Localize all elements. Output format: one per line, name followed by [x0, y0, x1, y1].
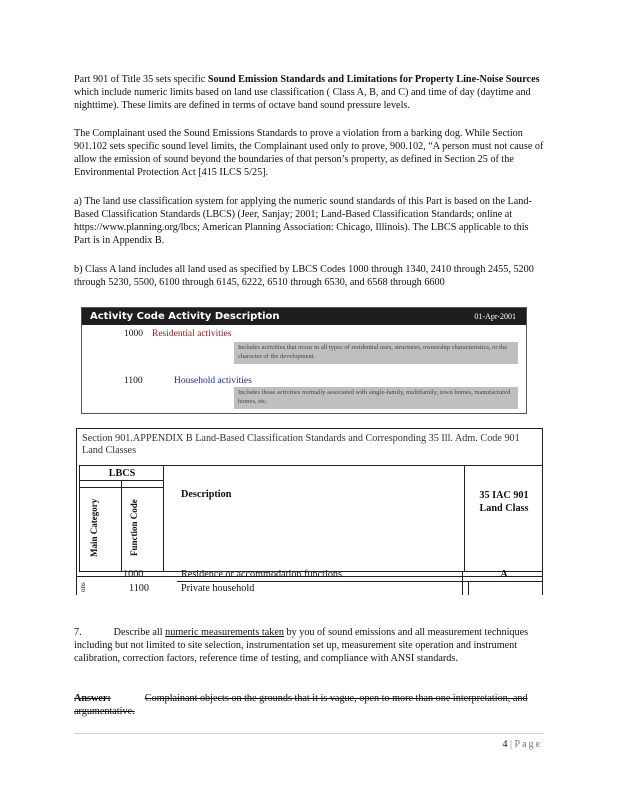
- intro-paragraph: [74, 73, 544, 112]
- activity-header-date: 01-Apr-2001: [474, 312, 516, 321]
- activity-code-1100: 1100: [124, 376, 143, 386]
- question-text-1: Describe all: [113, 627, 166, 638]
- clipped-category-text: ons: [79, 582, 87, 592]
- answer-label: Answer:: [74, 693, 111, 704]
- appendix-b-table-image: [76, 428, 543, 595]
- table-rule: [121, 480, 122, 572]
- main-category-header: Main Category: [89, 498, 99, 558]
- page-footer: [503, 738, 542, 751]
- row-class-1000: A: [500, 569, 508, 580]
- activity-code-1000: 1000: [124, 329, 143, 339]
- table-rule: [464, 465, 465, 571]
- table-rule: [79, 465, 542, 466]
- question-7-paragraph: [74, 626, 544, 665]
- activity-table-header: [82, 308, 526, 325]
- complainant-paragraph: The Complainant used the Sound Emissions Standards to prove a violation from a barking dog. While Section 901.102 sets specific sound level limits, the Complainant used only to prove, 900.102, “A person must not cause of allow the emission of sound beyond the boundaries of that person’s property, as defined in Section 25 of the Environmental Protection Act [415 ILCS 5/25].: [74, 128, 544, 178]
- activity-note-household: Includes those activities normally associated with single-family, multifamily, town homes, manufactured homes, etc.: [234, 387, 518, 409]
- table-rule: [468, 581, 542, 582]
- intro-text-2: which include numeric limits based on land use classification ( Class A, B, and C) and time of day (daytime and nighttime). These limits are defined in terms of octave band sound pressure levels.: [74, 87, 531, 111]
- table-rule: [177, 581, 468, 582]
- row-description-1000: Residence or accommodation functions: [181, 569, 342, 580]
- table-rule: [462, 571, 463, 595]
- lbcs-activity-table-image: [81, 307, 527, 414]
- lbcs-header: LBCS: [108, 468, 136, 479]
- page-separator: |: [507, 739, 515, 750]
- intro-text-1: Part 901 of Title 35 sets specific: [74, 74, 208, 85]
- question-underlined: numeric measurements taken: [165, 627, 284, 638]
- class-a-paragraph: b) Class A land includes all land used as specified by LBCS Codes 1000 through 1340, 2410 through 2455, 5200 through 5230, 5500, 6100 through 6145, 6222, 6510 through 6530, and 6568 through 6600: [74, 264, 534, 288]
- function-code-header: Function Code: [129, 499, 139, 557]
- activity-label-residential: Residential activities: [152, 329, 232, 339]
- page-number: 4: [502, 739, 508, 750]
- appendix-b-title: Section 901.APPENDIX B Land-Based Classification Standards and Corresponding 35 Ill. Adm. Code 901 Land Classes: [82, 433, 520, 456]
- answer-paragraph: [74, 692, 544, 718]
- page-word: Page: [514, 739, 542, 750]
- footer-rule: [74, 733, 544, 734]
- description-header: Description: [181, 489, 232, 500]
- row-code-1000: 1000: [123, 569, 144, 580]
- land-class-header: 35 IAC 901 Land Class: [479, 490, 529, 514]
- classification-paragraph: a) The land use classification system for applying the numeric sound standards of this Part is based on the Land-Based Classification Standards (LBCS) (Jeer, Sanjay; 2001; Land-Based Classification Standards; online at https://www.planning.org/lbcs; American Planning Association: Chicago, Illinois). The LBCS applicable to this Part is in Appendix B.: [74, 196, 532, 246]
- intro-bold-title: Sound Emission Standards and Limitations for Property Line-Noise Sources: [207, 74, 540, 85]
- row-description-1100: Private household: [181, 583, 255, 594]
- table-rule: [468, 581, 469, 595]
- activity-header-label: Activity Code Activity Description: [90, 311, 280, 322]
- question-text-2: by you of sound emissions and all measurement techniques including but not limited to site selection, instrumentation set up, measurement site operation and instrument calibration, correction factors, reference time of testing, and compliance with ANSI standards.: [74, 627, 529, 664]
- answer-text: Complainant objects on the grounds that it is vague, open to more than one interpretation, and argumentative.: [74, 693, 528, 717]
- row-code-1100: 1100: [129, 583, 149, 594]
- question-number: 7.: [74, 627, 82, 638]
- table-rule: [163, 465, 164, 571]
- activity-note-residential: Includes activities that occur in all types of residential uses, structures, ownership characteristics, or the character of the development.: [234, 342, 518, 364]
- activity-label-household: Household activities: [174, 376, 252, 386]
